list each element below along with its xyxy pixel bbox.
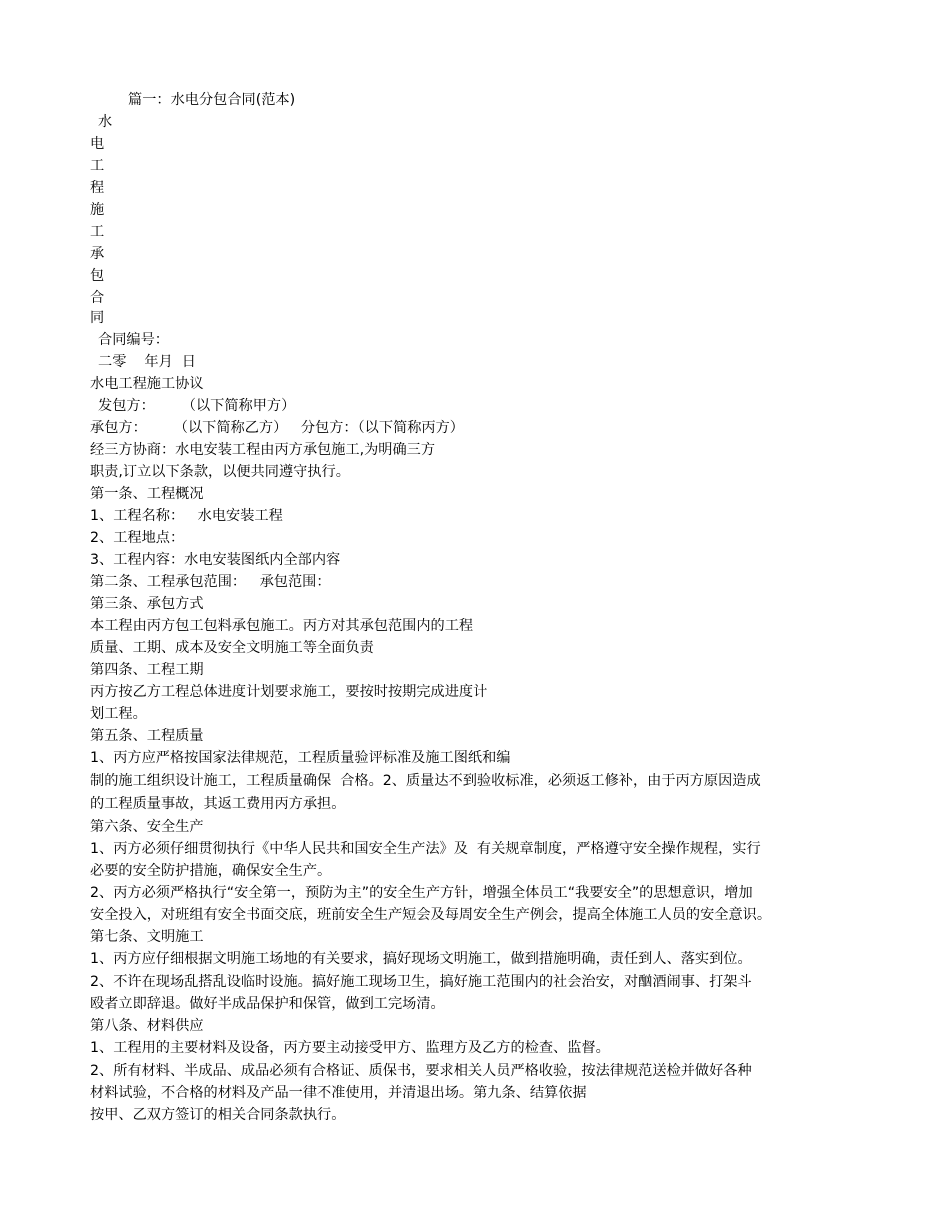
vertical-heading-char: 同 xyxy=(90,310,105,326)
agreement-subtitle: 水电工程施工协议 xyxy=(90,376,204,392)
vertical-heading-char: 施 xyxy=(90,202,105,218)
section-line: 1、工程名称： 水电安装工程 xyxy=(90,508,283,524)
section-line: 1、丙方应仔细根据文明施工场地的有关要求，搞好现场文明施工，做到措施明确，责任到人、落实到位。 xyxy=(90,951,752,967)
vertical-heading-char: 工 xyxy=(90,158,105,174)
section-line: 2、丙方必须严格执行“安全第一，预防为主”的安全生产方针，增强全体员工“我要安全”的思想意识，增加 xyxy=(90,885,753,901)
vertical-heading-char: 水 xyxy=(98,114,113,130)
section-line: 2、所有材料、半成品、成品必须有合格证、质保书，要求相关人员严格收验，按法律规范送检并做好各种 xyxy=(90,1063,752,1079)
vertical-heading-char: 程 xyxy=(90,180,105,196)
section-heading: 第四条、工程工期 xyxy=(90,662,204,678)
section-line: 2、不许在现场乱搭乱设临时设施。搞好施工现场卫生，搞好施工范围内的社会治安，对酗酒闹事、打架斗 xyxy=(90,974,752,990)
section-line: 2、工程地点： xyxy=(90,530,185,546)
section-line: 1、工程用的主要材料及设备，丙方要主动接受甲方、监理方及乙方的检查、监督。 xyxy=(90,1040,610,1056)
section-heading: 第八条、材料供应 xyxy=(90,1018,204,1034)
section-line: 制的施工组织设计施工，工程质量确保 合格。2、质量达不到验收标准，必须返工修补，由于丙方原因造成 xyxy=(90,773,761,789)
section-line: 的工程质量事故，其返工费用丙方承担。 xyxy=(90,796,346,812)
party-issuer: 发包方： （以下简称甲方） xyxy=(98,398,296,414)
section-heading: 第六条、安全生产 xyxy=(90,819,204,835)
preamble-line: 职责,订立以下条款，以便共同遵守执行。 xyxy=(90,464,350,480)
contract-number: 合同编号： xyxy=(98,332,169,348)
section-line: 本工程由丙方包工包料承包施工。丙方对其承包范围内的工程 xyxy=(90,618,474,634)
section-heading: 第五条、工程质量 xyxy=(90,728,204,744)
vertical-heading-char: 合 xyxy=(90,290,105,306)
vertical-heading-char: 承 xyxy=(90,246,105,262)
section-heading: 第三条、承包方式 xyxy=(90,596,204,612)
section-line: 1、丙方必须仔细贯彻执行《中华人民共和国安全生产法》及 有关规章制度，严格遵守安全操作规程，实行 xyxy=(90,841,761,857)
document-title: 篇一：水电分包合同(范本) xyxy=(128,92,296,108)
section-heading: 第二条、工程承包范围： 承包范围： xyxy=(90,574,331,590)
section-line: 3、工程内容：水电安装图纸内全部内容 xyxy=(90,552,341,568)
section-line: 安全投入，对班组有安全书面交底，班前安全生产短会及每周安全生产例会，提高全体施工人员的安全意识。 xyxy=(90,907,772,923)
section-line: 材料试验，不合格的材料及产品一律不准使用，并清退出场。第九条、结算依据 xyxy=(90,1085,587,1101)
date-line: 二零 年月 日 xyxy=(98,354,196,370)
vertical-heading-char: 包 xyxy=(90,268,105,284)
section-line: 质量、工期、成本及安全文明施工等全面负责 xyxy=(90,640,374,656)
section-line: 丙方按乙方工程总体进度计划要求施工，要按时按期完成进度计 xyxy=(90,684,488,700)
section-line: 必要的安全防护措施，确保安全生产。 xyxy=(90,863,332,879)
section-line: 殴者立即辞退。做好半成品保护和保管，做到工完场清。 xyxy=(90,996,445,1012)
section-line: 1、丙方应严格按国家法律规范，工程质量验评标准及施工图纸和编 xyxy=(90,750,511,766)
section-line: 按甲、乙双方签订的相关合同条款执行。 xyxy=(90,1107,346,1123)
vertical-heading-char: 工 xyxy=(90,224,105,240)
preamble-line: 经三方协商：水电安装工程由丙方承包施工,为明确三方 xyxy=(90,442,436,458)
party-contractor-sub: 承包方： （以下简称乙方） 分包方：（以下简称丙方） xyxy=(90,420,464,436)
section-heading: 第七条、文明施工 xyxy=(90,929,204,945)
vertical-heading-char: 电 xyxy=(90,136,105,152)
section-heading: 第一条、工程概况 xyxy=(90,486,204,502)
section-line: 划工程。 xyxy=(90,706,147,722)
